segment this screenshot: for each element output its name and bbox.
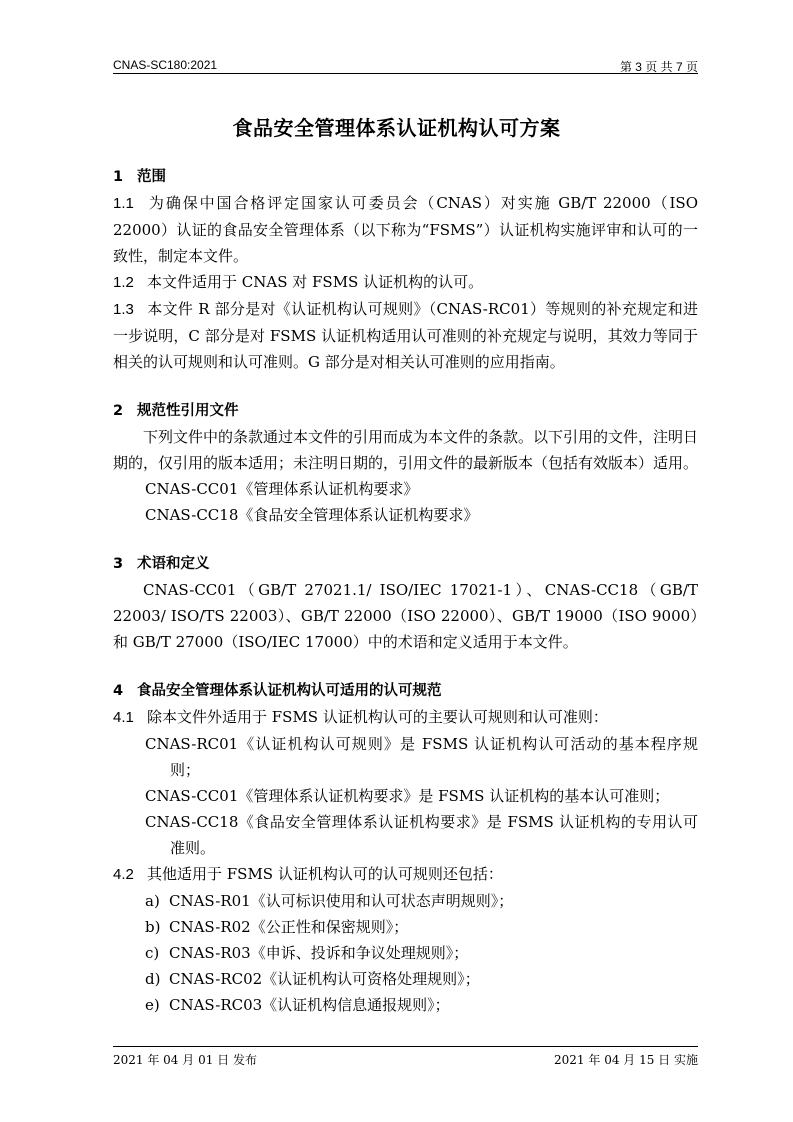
list-item: e) CNAS-RC03《认证机构信息通报规则》；: [145, 996, 450, 1014]
page-header: [113, 56, 698, 74]
clause-1-3: 1.3 本文件 R 部分是对《认证机构认可规则》（CNAS-RC01）等规则的补充规定和进一步说明，C 部分是对 FSMS 认证机构适用认可准则的补充规定与说明，其效力等同于相关的认可规则和认可准则。G 部分是对相关认可准则的应用指南。: [113, 300, 698, 371]
rule-item: CNAS-CC18《食品安全管理体系认证机构要求》是 FSMS 认证机构的专用认可准则。: [145, 813, 698, 857]
rule-item: CNAS-CC01《管理体系认证机构要求》是 FSMS 认证机构的基本认可准则；: [145, 787, 670, 805]
list-item: d) CNAS-RC02《认证机构认可资格处理规则》；: [145, 970, 480, 988]
reference-item: CNAS-CC01《管理体系认证机构要求》: [145, 480, 419, 498]
section-4-heading: 4 食品安全管理体系认证机构认可适用的认可规范: [113, 683, 442, 699]
list-item: c) CNAS-R03《申诉、投诉和争议处理规则》；: [145, 944, 469, 962]
clause-1-2: 1.2 本文件适用于 CNAS 对 FSMS 认证机构的认可。: [113, 273, 484, 291]
doc-code: CNAS-SC180:2021: [113, 58, 218, 72]
section-2-heading: 2 规范性引用文件: [113, 403, 239, 419]
section-3-text: CNAS-CC01（GB/T 27021.1/ ISO/IEC 17021-1）、CNAS-CC18（GB/T 22003/ ISO/TS 22003）、GB/T 22000（ISO 22000）、GB/T 19000（ISO 9000）和 GB/T 27000（ISO/IEC 17000）中的术语和定义适用于本文件。: [113, 581, 698, 651]
section-1-heading: 1 范围: [113, 169, 166, 185]
document-title: 食品安全管理体系认证机构认可方案: [232, 116, 561, 140]
issue-date: 2021 年 04 月 01 日 发布: [113, 1053, 257, 1067]
clause-1-1: 1.1 为确保中国合格评定国家认可委员会（CNAS）对实施 GB/T 22000（ISO 22000）认证的食品安全管理体系（以下称为“FSMS”）认证机构实施评审和认可的一致性，制定本文件。: [113, 194, 698, 265]
clause-4-2: 4.2 其他适用于 FSMS 认证机构认可的认可规则还包括：: [113, 865, 503, 883]
reference-item: CNAS-CC18《食品安全管理体系认证机构要求》: [145, 506, 479, 524]
list-item: b) CNAS-R02《公正性和保密规则》；: [145, 918, 409, 936]
footer-divider: [113, 1046, 698, 1047]
page-number: 第 3 页 共 7 页: [619, 60, 698, 74]
header-divider: [113, 73, 698, 74]
section-2-intro: 下列文件中的条款通过本文件的引用而成为本文件的条款。以下引用的文件，注明日期的，仅引用的版本适用；未注明日期的，引用文件的最新版本（包括有效版本）适用。: [113, 428, 699, 472]
section-3-heading: 3 术语和定义: [113, 556, 210, 572]
effective-date: 2021 年 04 月 15 日 实施: [554, 1053, 698, 1067]
clause-4-1: 4.1 除本文件外适用于 FSMS 认证机构认可的主要认可规则和认可准则：: [113, 708, 608, 726]
list-item: a) CNAS-R01《认可标识使用和认可状态声明规则》；: [145, 892, 514, 910]
document-body: [113, 164, 698, 1018]
rule-item: CNAS-RC01《认证机构认可规则》是 FSMS 认证机构认可活动的基本程序规则；: [145, 735, 698, 779]
